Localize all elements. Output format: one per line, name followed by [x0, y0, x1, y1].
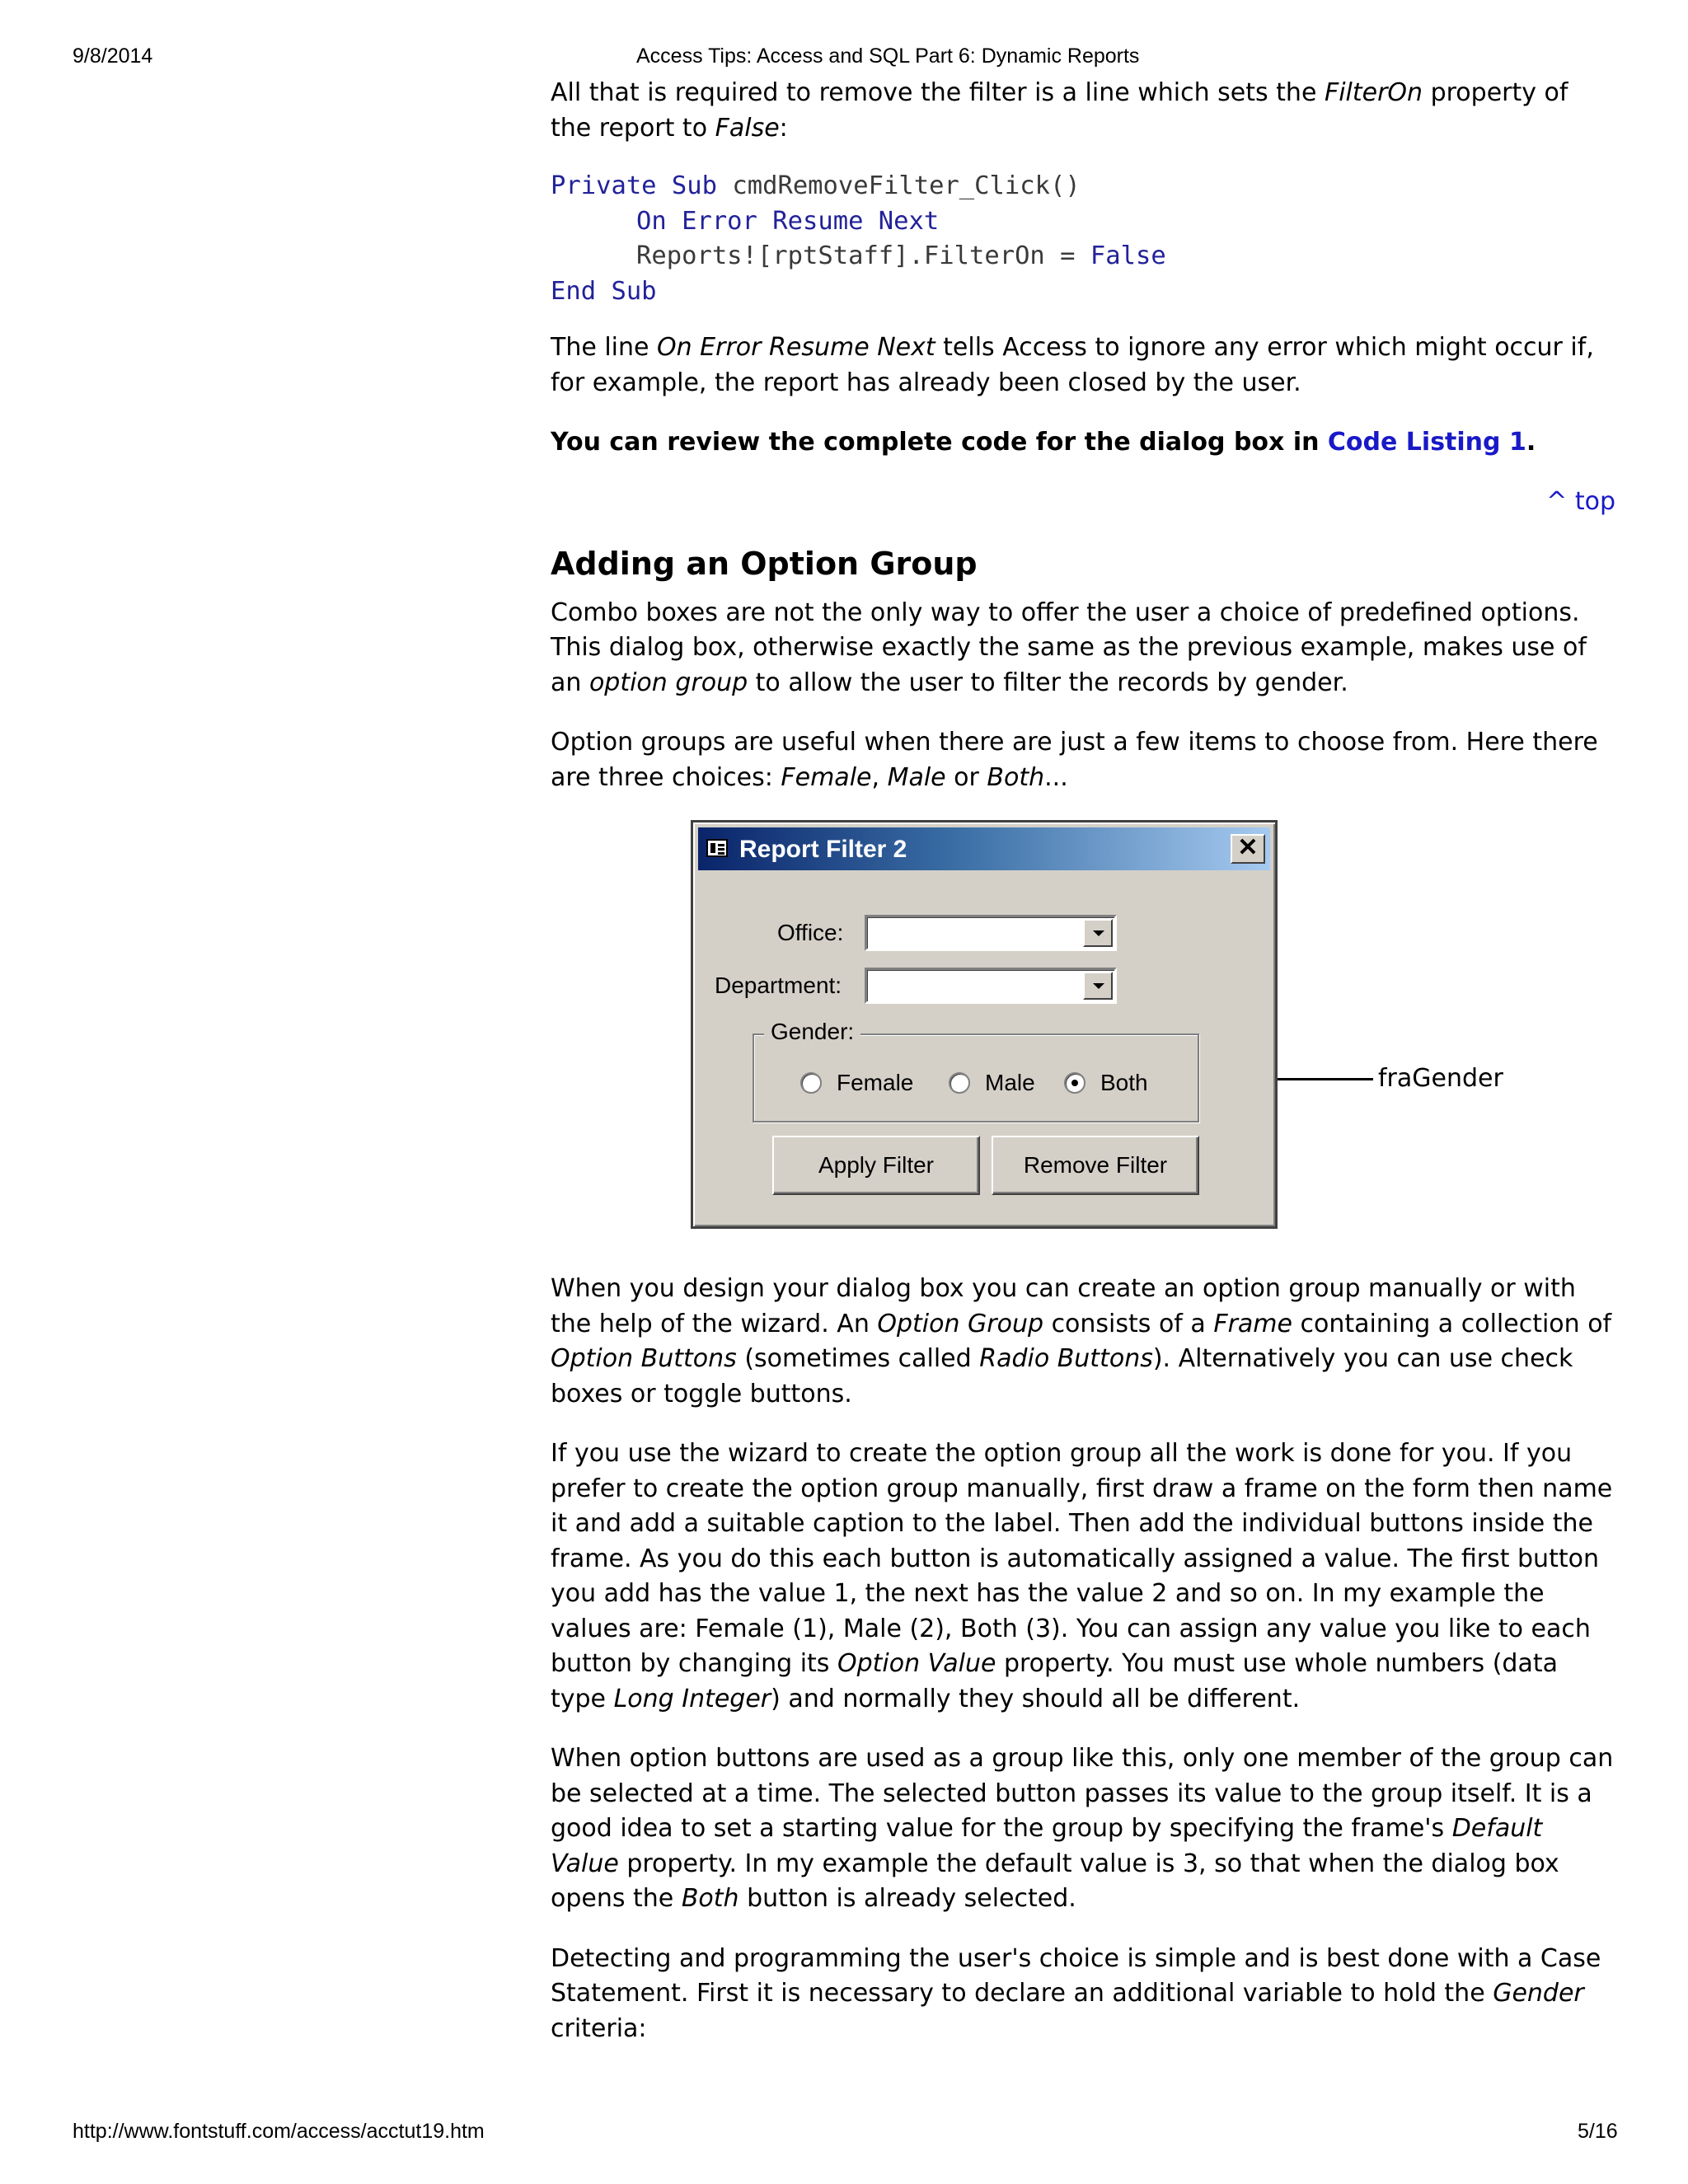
code-line-2: On Error Resume Next	[636, 206, 940, 236]
design-paragraph: When you design your dialog box you can create an option group manually or with the help of the wizard. An Option Group consists of a Frame containing a collection of Option Buttons (sometimes called Radio Buttons). Alternatively you can use check boxes or toggle buttons.	[551, 1274, 1612, 1408]
callout-label: fraGender	[1378, 1064, 1503, 1093]
review-paragraph: You can review the complete code for the dialog box in Code Listing 1.	[551, 428, 1536, 457]
print-page-number: 5/16	[1578, 2120, 1618, 2143]
article-content	[551, 76, 1615, 2046]
dialog-titlebar	[698, 827, 1270, 870]
report-filter-dialog	[691, 820, 1278, 1229]
back-to-top-link[interactable]: ^ top	[1546, 486, 1615, 516]
office-combo[interactable]	[865, 915, 1117, 951]
chevron-down-icon[interactable]	[1083, 972, 1113, 1000]
code-block	[551, 169, 1615, 309]
code-line-1: Private Sub cmdRemoveFilter_Click()	[551, 171, 1081, 200]
form-icon	[706, 839, 728, 857]
explain-paragraph: The line On Error Resume Next tells Access to ignore any error which might occur if, for example, the report has already been closed by the user.	[551, 333, 1594, 397]
selection-paragraph: When option buttons are used as a group like this, only one member of the group can be selected at a time. The selected button passes its value to the group itself. It is a good idea to set a starting value for the group by specifying the frame's Default Value property. In my example the default value is 3, so that when the dialog box opens the Both button is already selected.	[551, 1744, 1614, 1913]
department-combo[interactable]	[865, 968, 1117, 1004]
code-listing-link[interactable]: Code Listing 1	[1327, 428, 1526, 457]
print-date: 9/8/2014	[73, 45, 153, 68]
department-label: Department:	[715, 972, 842, 998]
apply-filter-button[interactable]: Apply Filter	[772, 1136, 980, 1195]
office-label: Office:	[777, 920, 844, 945]
dialog-figure	[551, 820, 1615, 1265]
chevron-down-icon[interactable]	[1083, 919, 1113, 947]
remove-filter-button[interactable]: Remove Filter	[992, 1136, 1199, 1195]
radio-female[interactable]	[800, 1072, 822, 1094]
gender-label: Gender:	[764, 1019, 860, 1045]
callout-line	[1278, 1078, 1373, 1080]
radio-both[interactable]	[1064, 1072, 1085, 1094]
code-line-3: Reports![rptStaff].FilterOn = False	[636, 241, 1166, 270]
choices-paragraph: Option groups are useful when there are just a few items to choose from. Here there are three choices: Female, Male or Both...	[551, 728, 1598, 792]
top-link-row	[551, 485, 1615, 518]
gender-option-group: Gender: Female Male Both	[753, 1033, 1199, 1122]
intro-paragraph: All that is required to remove the filter is a line which sets the FilterOn property of the report to False:	[551, 78, 1568, 143]
option-group-intro: Combo boxes are not the only way to offer the user a choice of predefined options. This dialog box, otherwise exactly the same as the previous example, makes use of an option group to allow the user to filter the records by gender.	[551, 598, 1587, 697]
code-line-4: End Sub	[551, 276, 657, 306]
close-button[interactable]: ✕	[1231, 834, 1265, 864]
print-page-title: Access Tips: Access and SQL Part 6: Dynamic Reports	[636, 45, 1140, 68]
print-url: http://www.fontstuff.com/access/acctut19.htm	[73, 2120, 485, 2143]
radio-male[interactable]	[949, 1072, 970, 1094]
section-heading: Adding an Option Group	[551, 545, 978, 582]
wizard-paragraph: If you use the wizard to create the option group all the work is done for you. If you prefer to create the option group manually, first draw a frame on the form then name it and add a suitable caption to the label. Then add the individual buttons inside the frame. As you do this each button is automatically assigned a value. The first button you add has the value 1, the next has the value 2 and so on. In my example the values are: Female (1), Male (2), Both (3). You can assign any value you like to each button by changing its Option Value property. You must use whole numbers (data type Long Integer) and normally they should all be different.	[551, 1439, 1613, 1713]
case-statement-paragraph: Detecting and programming the user's choice is simple and is best done with a Case Statement. First it is necessary to declare an additional variable to hold the Gender criteria:	[551, 1943, 1601, 2043]
dialog-title: Report Filter 2	[739, 836, 907, 863]
